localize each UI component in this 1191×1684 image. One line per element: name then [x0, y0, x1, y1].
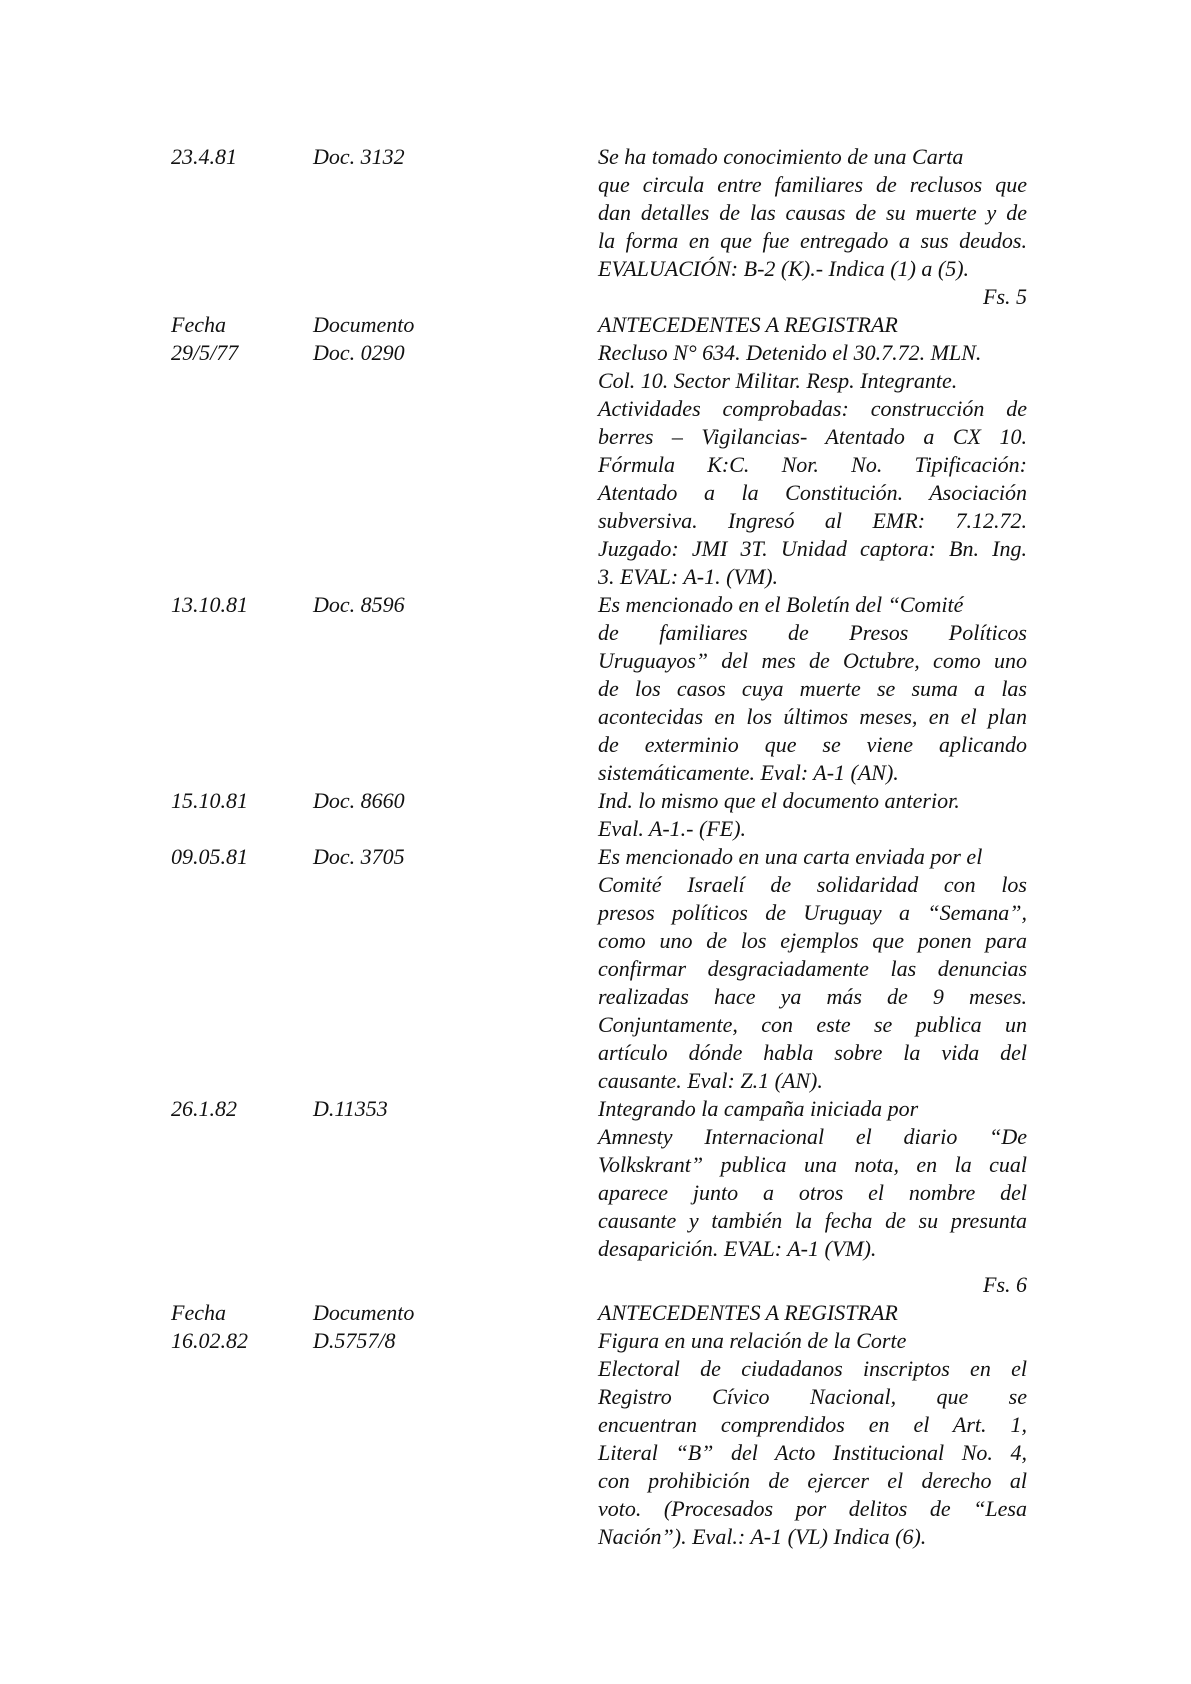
- record-document: D.5757/8: [313, 1328, 396, 1353]
- text-line: berres – Vigilancias- Atentado a CX 10.: [598, 424, 1027, 449]
- text-line: Ind. lo mismo que el documento anterior.: [598, 788, 960, 813]
- record-row: [171, 143, 1027, 283]
- text-line: realizadas hace ya más de 9 meses.: [598, 984, 1027, 1009]
- record-text: [598, 591, 1027, 787]
- record-text: [598, 1327, 1027, 1551]
- folio-number: Fs. 5: [983, 284, 1027, 309]
- text-line: Comité Israelí de solidaridad con los: [598, 872, 1027, 897]
- record-date: 29/5/77: [171, 340, 239, 365]
- folio-number: Fs. 6: [983, 1272, 1027, 1297]
- record-row: [171, 1327, 1027, 1551]
- record-document: Doc. 3132: [313, 144, 405, 169]
- text-line: Atentado a la Constitución. Asociación: [598, 480, 1027, 505]
- text-line: Juzgado: JMI 3T. Unidad captora: Bn. Ing.: [598, 536, 1027, 561]
- text-line: Es mencionado en una carta enviada por el: [598, 844, 983, 869]
- text-line: Es mencionado en el Boletín del “Comité: [598, 592, 964, 617]
- text-line: acontecidas en los últimos meses, en el plan: [598, 704, 1027, 729]
- record-date: 16.02.82: [171, 1328, 248, 1353]
- record-text: [598, 843, 1027, 1095]
- text-line: causante. Eval: Z.1 (AN).: [598, 1068, 823, 1093]
- record-row: [171, 339, 1027, 591]
- record-text: [598, 787, 1027, 843]
- text-line: Eval. A-1.- (FE).: [598, 816, 747, 841]
- text-line: de exterminio que se viene aplicando: [598, 732, 1027, 757]
- record-text: [598, 311, 1027, 339]
- record-date: 15.10.81: [171, 788, 248, 813]
- record-date: 13.10.81: [171, 592, 248, 617]
- record-list: [171, 143, 1027, 1551]
- text-line: artículo dónde habla sobre la vida del: [598, 1040, 1027, 1065]
- text-line: que circula entre familiares de reclusos que: [598, 172, 1027, 197]
- text-line: con prohibición de ejercer el derecho al: [598, 1468, 1027, 1493]
- text-line: subversiva. Ingresó al EMR: 7.12.72.: [598, 508, 1027, 533]
- record-row: [171, 1095, 1027, 1263]
- text-line: presos políticos de Uruguay a “Semana”,: [598, 900, 1027, 925]
- text-line: Fórmula K:C. Nor. No. Tipificación:: [598, 452, 1027, 477]
- text-line: Actividades comprobadas: construcción de: [598, 396, 1027, 421]
- text-line: encuentran comprendidos en el Art. 1,: [598, 1412, 1027, 1437]
- column-header-row: [171, 311, 1027, 339]
- record-document: Doc. 0290: [313, 340, 405, 365]
- date-column-header: Fecha: [171, 1300, 226, 1325]
- text-line: voto. (Procesados por delitos de “Lesa: [598, 1496, 1027, 1521]
- document-column-header: Documento: [313, 312, 415, 337]
- text-line: Uruguayos” del mes de Octubre, como uno: [598, 648, 1027, 673]
- record-document: D.11353: [313, 1096, 388, 1121]
- text-line: Recluso N° 634. Detenido el 30.7.72. MLN.: [598, 340, 982, 365]
- text-line: Conjuntamente, con este se publica un: [598, 1012, 1027, 1037]
- text-line: Volkskrant” publica una nota, en la cual: [598, 1152, 1027, 1177]
- text-line: ANTECEDENTES A REGISTRAR: [598, 312, 898, 337]
- date-column-header: Fecha: [171, 312, 226, 337]
- text-line: dan detalles de las causas de su muerte y de: [598, 200, 1027, 225]
- record-row: [171, 591, 1027, 787]
- record-row: [171, 843, 1027, 1095]
- text-line: confirmar desgraciadamente las denuncias: [598, 956, 1027, 981]
- text-line: desaparición. EVAL: A-1 (VM).: [598, 1236, 877, 1261]
- record-date: 09.05.81: [171, 844, 248, 869]
- text-line: Amnesty Internacional el diario “De: [598, 1124, 1027, 1149]
- record-text: [598, 339, 1027, 591]
- column-header-row: [171, 1299, 1027, 1327]
- record-text: [598, 1095, 1027, 1263]
- record-document: Doc. 8596: [313, 592, 405, 617]
- text-line: como uno de los ejemplos que ponen para: [598, 928, 1027, 953]
- text-line: Integrando la campaña iniciada por: [598, 1096, 919, 1121]
- text-line: EVALUACIÓN: B-2 (K).- Indica (1) a (5).: [598, 256, 970, 281]
- text-line: Electoral de ciudadanos inscriptos en el: [598, 1356, 1027, 1381]
- record-document: Doc. 3705: [313, 844, 405, 869]
- text-line: 3. EVAL: A-1. (VM).: [598, 564, 779, 589]
- text-line: de los casos cuya muerte se suma a las: [598, 676, 1027, 701]
- text-line: Col. 10. Sector Militar. Resp. Integrante.: [598, 368, 958, 393]
- record-date: 26.1.82: [171, 1096, 237, 1121]
- record-text: [598, 143, 1027, 283]
- text-line: de familiares de Presos Políticos: [598, 620, 1027, 645]
- text-line: Nación”). Eval.: A-1 (VL) Indica (6).: [598, 1524, 927, 1549]
- document-column-header: Documento: [313, 1300, 415, 1325]
- text-line: causante y también la fecha de su presunta: [598, 1208, 1027, 1233]
- record-date: 23.4.81: [171, 144, 237, 169]
- text-line: sistemáticamente. Eval: A-1 (AN).: [598, 760, 899, 785]
- record-text: [598, 1299, 1027, 1327]
- text-line: Registro Cívico Nacional, que se: [598, 1384, 1027, 1409]
- record-document: Doc. 8660: [313, 788, 405, 813]
- text-line: Literal “B” del Acto Institucional No. 4,: [598, 1440, 1027, 1465]
- record-row: [171, 787, 1027, 843]
- text-line: ANTECEDENTES A REGISTRAR: [598, 1300, 898, 1325]
- text-line: Figura en una relación de la Corte: [598, 1328, 907, 1353]
- text-line: la forma en que fue entregado a sus deudos.: [598, 228, 1027, 253]
- text-line: Se ha tomado conocimiento de una Carta: [598, 144, 964, 169]
- text-line: aparece junto a otros el nombre del: [598, 1180, 1027, 1205]
